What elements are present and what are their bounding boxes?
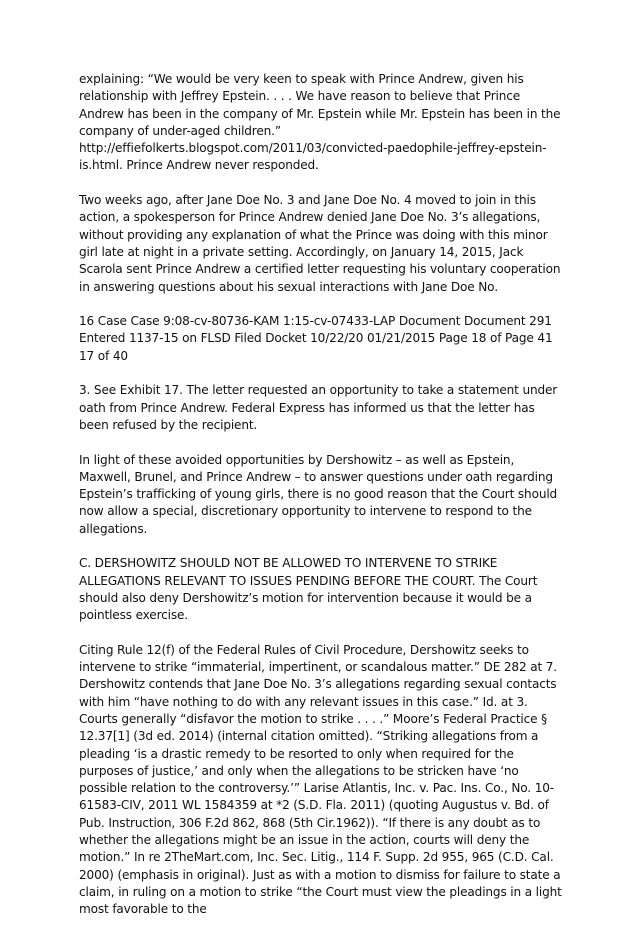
paragraph-rule-12f-argument: Citing Rule 12(f) of the Federal Rules of Civil Procedure, Dershowitz seeks to intervene to strike “immaterial, impertinent, or scandalous matter.” DE 282 at 7. Dershowitz contends that Jane Doe No. 3’s allegations regarding sexual contacts with him “have nothing to do with any relevant issues in this case.” Id. at 3. Courts generally “disfavor the motion to strike . . . .” Moore’s Federal Practice § 12.37[1] (3d ed. 2014) (internal citation omitted). “Striking allegations from a pleading ‘is a drastic remedy to be resorted to only when required for the purposes of justice,’ and only when the allegations to be stricken have ‘no possible relation to the controversy.’” Larise Atlantis, Inc. v. Pac. Ins. Co., No. 10-61583-CIV, 2011 WL 1584359 at *2 (S.D. Fla. 2011) (quoting Augustus v. Bd. of Pub. Instruction, 306 F.2d 862, 868 (5th Cir.1962)). “If there is any doubt as to whether the allegations might be an issue in the action, courts will deny the motion.” In re 2TheMart.com, Inc. Sec. Litig., 114 F. Supp. 2d 955, 965 (C.D. Cal. 2000) (emphasis in original). Just as with a motion to dismiss for failure to state a claim, in ruling on a motion to strike “the Court must view the pleadings in a light most favorable to the: [79, 642, 562, 917]
paragraph-spokesperson-denial: Two weeks ago, after Jane Doe No. 3 and Jane Doe No. 4 moved to join in this action, a spokesperson for Prince Andrew denied Jane Doe No. 3’s allegations, without providing any explanation of what the Prince was doing with this minor girl late at night in a private setting. Accordingly, on January 14, 2015, Jack Scarola sent Prince Andrew a certified letter requesting his voluntary cooperation in answering questions about his sexual interactions with Jane Doe No.: [79, 193, 561, 294]
paragraph-section-c-heading: C. DERSHOWITZ SHOULD NOT BE ALLOWED TO INTERVENE TO STRIKE ALLEGATIONS RELEVANT TO ISSUES PENDING BEFORE THE COURT. The Court should also deny Dershowitz’s motion for intervention because it would be a pointless exercise.: [79, 556, 538, 623]
paragraph-avoided-opportunities: In light of these avoided opportunities by Dershowitz – as well as Epstein, Maxwell, Brunel, and Prince Andrew – to answer questions under oath regarding Epstein’s trafficking of young girls, there is no good reason that the Court should now allow a special, discretionary opportunity to intervene to respond to the allegations.: [79, 452, 558, 536]
paragraph-prince-andrew-quote: explaining: “We would be very keen to speak with Prince Andrew, given his relationship with Jeffrey Epstein. . . . We have reason to believe that Prince Andrew has been in the company of Mr. Epstein while Mr. Epstein has been in the company of under-aged children.” http://effiefolkerts.blogspot.com/2011/03/convicted-paedophile-jeffrey-epstein-is.html. Prince Andrew never responded.: [79, 72, 561, 173]
paragraph-exhibit-17: 3. See Exhibit 17. The letter requested an opportunity to take a statement under oath from Prince Andrew. Federal Express has informed us that the letter has been refused by the recipient.: [79, 383, 558, 432]
paragraph-page-header-artifact: 16 Case Case 9:08-cv-80736-KAM 1:15-cv-07433-LAP Document Document 291 Entered 1137-15 on FLSD Filed Docket 10/22/20 01/21/2015 Page 18 of Page 41 17 of 40: [79, 314, 553, 363]
document-body: [79, 71, 565, 936]
